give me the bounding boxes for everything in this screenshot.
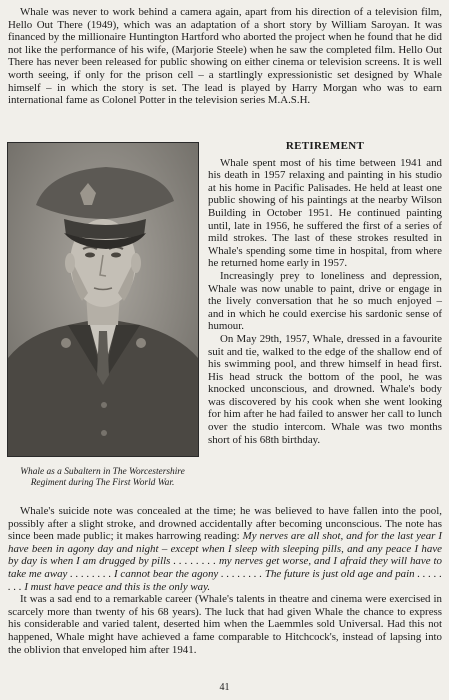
retirement-paragraph: On May 29th, 1957, Whale, dressed in a favourite suit and tie, walked to the edge of the shallow end of his swimming pool, and threw himself in head first. His head struck the bottom of the pool, he was knocked unconscious, and drowned. Whale's body was discovered by his cook when she went looking for him after he had failed to answer her call to lunch over the studio intercom. Whale was two months short of his 68th birthday. xyxy=(208,332,442,446)
retirement-paragraph: Increasingly prey to loneliness and depression, Whale was now unable to paint, drive or engage in the lively conversation that he so much enjoyed – and in which he could exercise his sardonic sense of humour. xyxy=(208,269,442,333)
retirement-paragraph: Whale spent most of his time between 1941 and his death in 1957 relaxing and painting in his studio at his home in Pacific Palisades. He held at least one public showing of his paintings at the nearby Wilson Building in October 1951. He continued painting until, late in 1956, he suffered the first of a series of mild strokes. The last of these strokes resulted in Whale's spending some time in hospital, from where he returned home early in 1957. xyxy=(208,156,442,270)
conclusion-section xyxy=(8,505,442,656)
suicide-note-paragraph xyxy=(8,505,442,593)
section-heading: RETIREMENT xyxy=(285,140,365,152)
photo-caption: Whale as a Subaltern in The Worcestershire Regiment during The First World War. xyxy=(20,467,185,489)
soldier-portrait-photo xyxy=(7,142,199,457)
soldier-portrait-illustration xyxy=(8,143,198,456)
suicide-note-lead: Whale's suicide note was concealed at the time; he was believed to have fallen into the pool, possibly after a slight stroke, and drowned accidentally after becoming unconscious. The note has since been made public; it makes harrowing reading: xyxy=(8,505,442,543)
closing-paragraph: It was a sad end to a remarkable career (Whale's talents in theatre and cinema were exercised in scarcely more than twenty of his 68 years). The luck that had given Whale the chance to express his considerable and varied talent, deserted him when the Laemmles sold Universal. Had this not happened, Whale might have achieved a fame comparable to Hitchcock's, instead of lapsing into the oblivion that enveloped him after 1941. xyxy=(8,593,442,656)
page-number: 41 xyxy=(219,682,230,693)
suicide-note-quote: My nerves are all shot, and for the last year I have been in agony day and night – except when I sleep with sleeping pills, and any peace I have by day is when I am drugged by pills . . . . . . . . my nerves get worse, and I afraid they will have to take me away . . . . . . . . I cannot bear the agony . . . . . . . . The future is just old age and pain . . . . . . . . I must have peace and this is the only way. xyxy=(8,530,442,593)
intro-paragraph: Whale was never to work behind a camera again, apart from his direction of a television film, Hello Out There (1949), which was an adaptation of a short story by William Saroyan. It was financed by the millionaire Huntington Hartford who aborted the project when he found that he did not like the performance of his wife, (Marjorie Steele) when he saw the completed film. Hello Out There has never been released for public showing on either cinema or television screens. It is well worth seeing, if only for the prison cell – a startlingly expressionistic set designed by Whale himself – in which the story is set. The lead is played by Harry Morgan who was to earn international fame as Colonel Potter in the television series M.A.S.H. xyxy=(8,6,442,107)
retirement-section xyxy=(208,140,442,446)
